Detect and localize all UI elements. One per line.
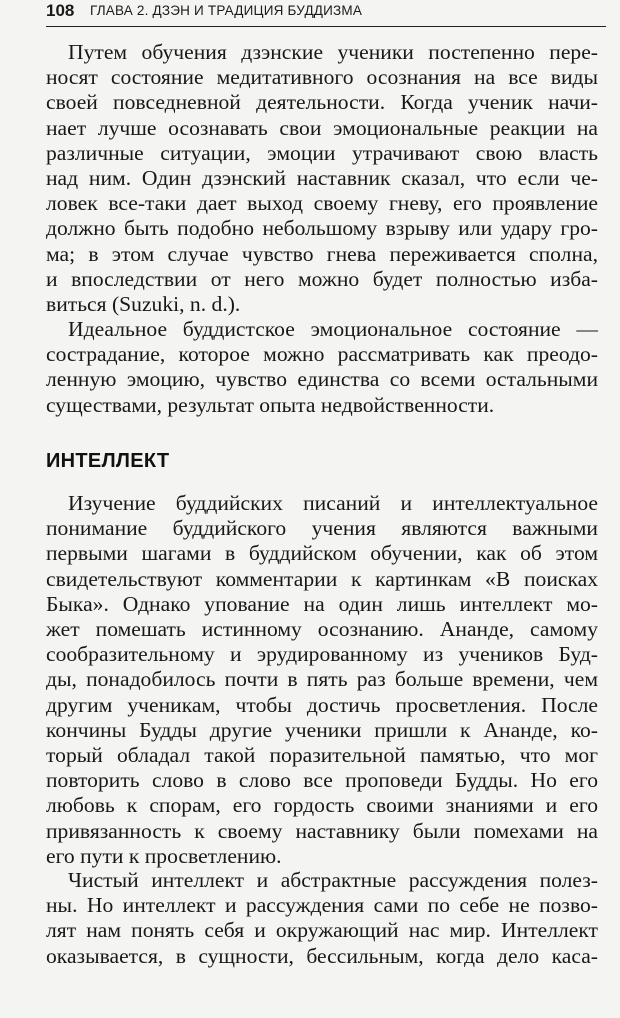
text-line: Быка». Однако упование на один лишь интеллект мо- [46, 591, 598, 616]
text-line: ловек все-таки дает выход своему гневу, его проявление [46, 191, 598, 216]
text-line: любовь к спорам, его гордость своими знаниями и его [46, 793, 598, 818]
chapter-title: ГЛАВА 2. ДЗЭН И ТРАДИЦИЯ БУДДИЗМА [90, 3, 363, 18]
text-line: понимание буддийского учения являются важными [46, 516, 598, 541]
running-header [46, 0, 606, 27]
text-line: различные ситуации, эмоции утрачивают свою власть [46, 140, 598, 165]
text-line: существами, результат опыта недвойственности. [46, 392, 495, 417]
text-line: Путем обучения дзэнские ученики постепенно пере- [68, 40, 598, 64]
text-line: другим ученикам, чтобы достичь просветления. После [46, 692, 598, 717]
paragraph-pure-intellect [46, 868, 598, 969]
text-line: торый обладал такой поразительной памятью, что мог [46, 743, 598, 768]
text-line: над ним. Один дзэнский наставник сказал, что если че- [46, 166, 598, 191]
text-line: сострадание, которое можно рассматривать как преодо- [46, 342, 598, 367]
text-line: жет помешать истинному осознанию. Ананде, самому [46, 617, 598, 642]
section-heading: ИНТЕЛЛЕКТ [46, 450, 170, 472]
text-line: Идеальное буддистское эмоциональное состояние — [68, 317, 598, 341]
text-line: и впоследствии от него можно будет полностью изба- [46, 266, 598, 291]
text-line: привязанность к своему наставнику были помехами на [46, 818, 598, 843]
text-line: оказывается, в сущности, бессильным, когда дело каса- [46, 943, 598, 968]
paragraph-intellect-study [46, 491, 598, 869]
text-line: повторить слово в слово все проповеди Будды. Но его [46, 768, 598, 793]
text-line: первыми шагами в буддийском обучении, как об этом [46, 541, 598, 566]
paragraph-meditative-awareness [46, 40, 598, 317]
text-line: кончины Будды другие ученики пришли к Ананде, ко- [46, 717, 598, 742]
text-line: ны. Но интеллект и рассуждения сами по себе не позво- [46, 893, 598, 918]
text-line: ленную эмоцию, чувство единства со всеми остальными [46, 367, 598, 392]
text-line: Чистый интеллект и абстрактные рассуждения полез- [68, 868, 598, 892]
text-line: сообразительному и эрудированному из учеников Буд- [46, 642, 598, 667]
text-line: носят состояние медитативного осознания на все виды [46, 65, 598, 90]
text-line: ды, понадобилось почти в пять раз больше времени, чем [46, 667, 598, 692]
text-line: лят нам понять себя и окружающий нас мир. Интеллект [46, 918, 598, 943]
paragraph-ideal-emotional-state [46, 317, 598, 418]
text-line: ма; в этом случае чувство гнева переживается сполна, [46, 241, 598, 266]
page-number: 108 [46, 1, 75, 20]
text-line: своей повседневной деятельности. Когда ученик начи- [46, 90, 598, 115]
text-line: виться (Suzuki, n. d.). [46, 292, 241, 317]
text-line: Изучение буддийских писаний и интеллектуальное [68, 491, 598, 515]
text-line: нает лучше осознавать свои эмоциональные реакции на [46, 115, 598, 140]
text-line: свидетельствуют комментарии к картинкам «В поисках [46, 566, 598, 591]
text-line: его пути к просветлению. [46, 843, 282, 868]
text-line: должно быть подобно небольшому взрыву или удару гро- [46, 216, 598, 241]
